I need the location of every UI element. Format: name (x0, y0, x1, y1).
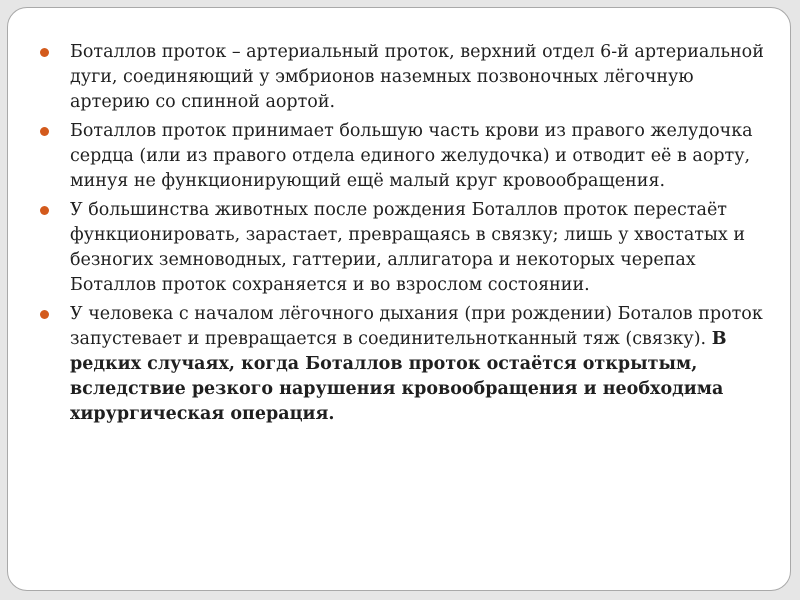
list-item (37, 40, 767, 115)
bullet-dot-icon (40, 206, 49, 215)
bullet-text: У большинства животных после рождения Боталлов проток перестаёт функционировать, зарастает, превращаясь в связку; лишь у хвостатых и безногих земноводных, гаттерии, аллигатора и некоторых черепах Боталлов проток сохраняется и во взрослом состоянии. (70, 200, 745, 295)
list-item (37, 302, 767, 427)
list-item (37, 198, 767, 298)
bullet-text: Боталлов проток – артериальный проток, верхний отдел 6-й артериальной дуги, соединяющий у эмбрионов наземных позвоночных лёгочную артерию со спинной аортой. (70, 42, 764, 112)
bullet-bold-text: В редких случаях, когда Боталлов проток остаётся открытым, вследствие резкого нарушения кровообращения и необходима хирургическая операция. (70, 329, 727, 424)
bullet-list (37, 40, 767, 431)
list-item (37, 119, 767, 194)
bullet-text: Боталлов проток принимает большую часть крови из правого желудочка сердца (или из правого отдела единого желудочка) и отводит её в аорту, минуя не функционирующий ещё малый круг кровообращения. (70, 121, 753, 191)
bullet-text: У человека с началом лёгочного дыхания (при рождении) Боталов проток запустевает и превращается в соединительнотканный тяж (связку). (70, 304, 763, 349)
slide (7, 7, 791, 591)
bullet-dot-icon (40, 127, 49, 136)
bullet-dot-icon (40, 48, 49, 57)
bullet-dot-icon (40, 310, 49, 319)
